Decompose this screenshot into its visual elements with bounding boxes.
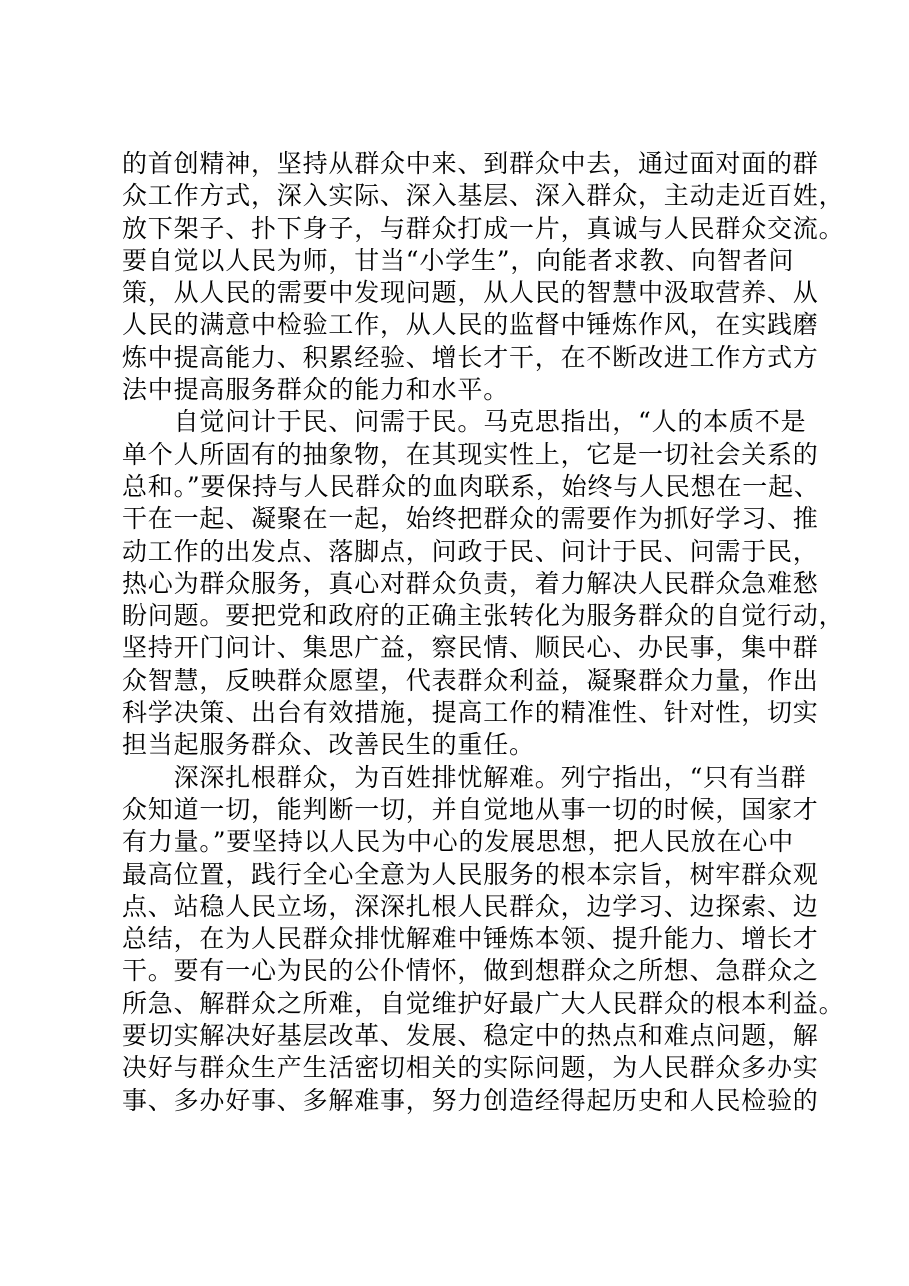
- body-text: [122, 148, 845, 1117]
- text-line: 事、多办好事、多解难事，努力创造经得起历史和人民检验的: [122, 1085, 819, 1115]
- text-line: 总和。”要保持与人民群众的血肉联系，始终与人民想在一起、: [122, 471, 820, 501]
- text-line: 法中提高服务群众的能力和水平。: [122, 375, 510, 405]
- text-line: 最高位置，践行全心全意为人民服务的根本宗旨，树牢群众观: [122, 859, 819, 889]
- text-line: 科学决策、出台有效措施，提高工作的精准性、针对性，切实: [122, 698, 819, 728]
- text-line: 动工作的出发点、落脚点，问政于民、问计于民、问需于民，: [122, 536, 819, 566]
- text-line: 盼问题。要把党和政府的正确主张转化为服务群众的自觉行动，: [122, 601, 845, 631]
- text-line: 点、站稳人民立场，深深扎根人民群众，边学习、边探索、边: [122, 891, 819, 921]
- text-line: 干。要有一心为民的公仆情怀，做到想群众之所想、急群众之: [122, 956, 819, 986]
- text-line: 干在一起、凝聚在一起，始终把群众的需要作为抓好学习、推: [122, 504, 819, 534]
- text-line: 热心为群众服务，真心对群众负责，着力解决人民群众急难愁: [122, 568, 819, 598]
- text-line: 担当起服务群众、改善民生的重任。: [122, 730, 535, 760]
- text-line: 炼中提高能力、积累经验、增长才干，在不断改进工作方式方: [122, 342, 819, 372]
- text-line: 策，从人民的需要中发现问题，从人民的智慧中汲取营养、从: [122, 278, 819, 308]
- text-line: 要切实解决好基层改革、发展、稳定中的热点和难点问题，解: [122, 1021, 819, 1051]
- text-line: 众工作方式，深入实际、深入基层、深入群众，主动走近百姓，: [122, 181, 845, 211]
- text-line: 众智慧，反映群众愿望，代表群众利益，凝聚群众力量，作出: [122, 665, 819, 695]
- text-line: 决好与群众生产生活密切相关的实际问题，为人民群众多办实: [122, 1053, 819, 1083]
- text-line: 的首创精神，坚持从群众中来、到群众中去，通过面对面的群: [122, 149, 819, 178]
- text-line: 众知道一切，能判断一切，并自觉地从事一切的时候，国家才: [122, 794, 819, 824]
- text-line: 有力量。”要坚持以人民为中心的发展思想，把人民放在心中: [122, 827, 794, 857]
- text-line: 单个人所固有的抽象物，在其现实性上，它是一切社会关系的: [122, 439, 819, 469]
- text-line: 自觉问计于民、问需于民。马克思指出，“人的本质不是: [122, 407, 807, 437]
- text-line: 要自觉以人民为师，甘当“小学生”，向能者求教、向智者问: [122, 245, 795, 275]
- text-line: 深深扎根群众，为百姓排忧解难。列宁指出，“只有当群: [122, 762, 807, 792]
- text-line: 放下架子、扑下身子，与群众打成一片，真诚与人民群众交流。: [122, 213, 845, 243]
- text-line: 总结，在为人民群众排忧解难中锤炼本领、提升能力、增长才: [122, 924, 819, 954]
- text-line: 坚持开门问计、集思广益，察民情、顺民心、办民事，集中群: [122, 633, 819, 663]
- text-line: 所急、解群众之所难，自觉维护好最广大人民群众的根本利益。: [122, 988, 845, 1018]
- text-line: 人民的满意中检验工作，从人民的监督中锤炼作风，在实践磨: [122, 310, 819, 340]
